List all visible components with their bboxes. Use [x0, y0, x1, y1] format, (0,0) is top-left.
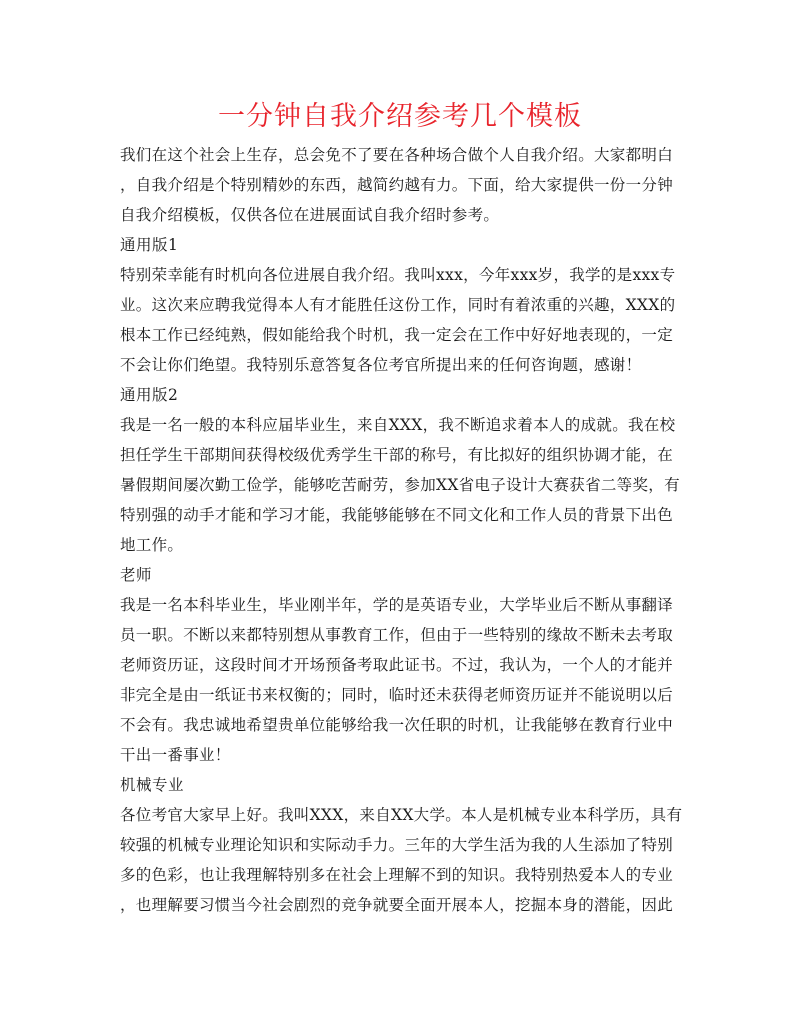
body-line: ，也理解要习惯当今社会剧烈的竞争就要全面开展本人，挖掘本身的潜能，因此: [120, 896, 674, 914]
body-line: 我是一名本科毕业生，毕业刚半年，学的是英语专业，大学毕业后不断从事翻译: [120, 596, 674, 614]
section-heading-general-1: 通用版1: [120, 236, 179, 254]
section-heading-general-2: 通用版2: [120, 386, 179, 404]
document-title: 一分钟自我介绍参考几个模板: [218, 101, 582, 132]
body-line: 地工作。: [120, 536, 184, 554]
body-line: 根本工作已经纯熟，假如能给我个时机，我一定会在工作中好好地表现的，一定: [120, 326, 674, 344]
body-line: 老师资历证，这段时间才开场预备考取此证书。不过，我认为，一个人的才能并: [120, 656, 674, 674]
body-line: 员一职。不断以来都特别想从事教育工作，但由于一些特别的缘故不断未去考取: [120, 626, 674, 644]
body-line: 多的色彩，也让我理解特别多在社会上理解不到的知识。我特别热爱本人的专业: [120, 866, 674, 884]
body-line: 不会让你们绝望。我特别乐意答复各位考官所提出来的任何咨询题，感谢！: [120, 356, 642, 374]
body-line: ，自我介绍是个特别精妙的东西，越简约越有力。下面，给大家提供一份一分钟: [120, 176, 674, 194]
body-line: 较强的机械专业理论知识和实际动手力。三年的大学生活为我的人生添加了特别: [120, 836, 674, 854]
body-line: 特别强的动手才能和学习才能，我能够能够在不同文化和工作人员的背景下出色: [120, 506, 674, 524]
body-line: 非完全是由一纸证书来权衡的；同时，临时还未获得老师资历证并不能说明以后: [120, 686, 674, 704]
section-heading-mechanical: 机械专业: [120, 776, 185, 794]
body-line: 干出一番事业！: [120, 746, 231, 764]
section-heading-teacher: 老师: [120, 566, 153, 584]
body-line: 自我介绍模板，仅供各位在进展面试自我介绍时参考。: [120, 206, 500, 224]
body-line: 不会有。我忠诚地希望贵单位能够给我一次任职的时机，让我能够在教育行业中: [120, 716, 674, 734]
body-line: 各位考官大家早上好。我叫XXX，来自XX大学。本人是机械专业本科学历，具有: [120, 806, 683, 824]
body-line: 暑假期间屡次勤工俭学，能够吃苦耐劳，参加XX省电子设计大赛获省二等奖，有: [120, 476, 680, 494]
body-line: 担任学生干部期间获得校级优秀学生干部的称号，有比拟好的组织协调才能，在: [120, 446, 674, 464]
body-line: 我们在这个社会上生存，总会免不了要在各种场合做个人自我介绍。大家都明白: [120, 146, 674, 164]
document-body: [120, 140, 683, 920]
body-line: 业。这次来应聘我觉得本人有才能胜任这份工作，同时有着浓重的兴趣，XXX的: [120, 296, 676, 314]
body-line: 特别荣幸能有时机向各位进展自我介绍。我叫xxx，今年xxx岁，我学的是xxx专: [120, 266, 676, 284]
body-line: 我是一名一般的本科应届毕业生，来自XXX，我不断追求着本人的成就。我在校: [120, 416, 676, 434]
